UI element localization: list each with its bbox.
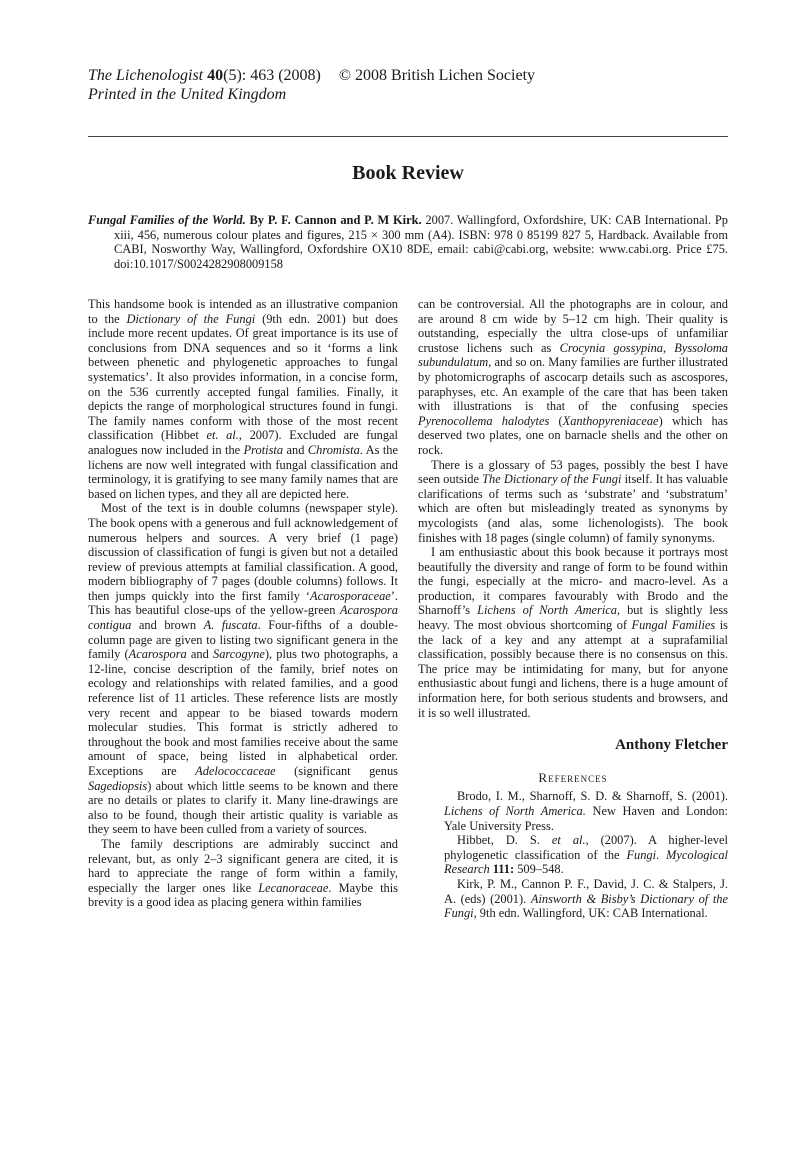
left-column [88,297,398,910]
section-title: Book Review [352,162,464,184]
paragraph: There is a glossary of 53 pages, possibly the best I have seen outside The Dictionary of the Fungi itself. It has valuable clarifications of terms such as ‘substrate’ and ‘substratum’ which are often but misleadingly treated as synonyms by mycologists (and alas, some lichenologists). The book finishes with 18 pages (single column) of family synonyms. [418,457,728,545]
book-citation [88,213,728,271]
reviewer-name: Anthony Fletcher [615,737,728,754]
reference-item: Hibbet, D. S. et al., (2007). A higher-level phylogenetic classification of the Fungi. Mycological Research 111: 509–548. [444,833,728,877]
right-column [418,297,728,921]
references-heading: References [538,769,608,785]
book-title: Fungal Families of the World. [88,213,246,227]
reference-item: Brodo, I. M., Sharnoff, S. D. & Sharnoff, S. (2001). Lichens of North America. New Haven and London: Yale University Press. [444,789,728,833]
copyright-notice: © 2008 British Lichen Society [338,67,536,84]
paragraph: I am enthusiastic about this book because it portrays most beautifully the diversity and range of form to be found within the fungi, especially at the micro- and macro-level. As a production, it compares favourably with Brodo and the Sharnoff’s Lichens of North America, but is slightly less heavy. The most obvious shortcoming of Fungal Families is the lack of a key and any attempt at a suprafamilial classification, possibly because there is no consensus on this. The price may be intimidating for many, but for anyone enthusiastic about fungi and lichens, there is a huge amount of information here, for both serious students and browsers, and it is so well illustrated. [418,545,728,720]
book-authors: By P. F. Cannon and P. M Kirk. [249,213,422,227]
paragraph: The family descriptions are admirably succinct and relevant, but, as only 2–3 significant genera are cited, it is hard to appreciate the range of form within a family, especially the larger ones like Lecanoraceae. Maybe this brevity is a good idea as placing genera within families [88,836,398,910]
journal-volume: 40(5): 463 (2008) [207,67,321,84]
header-rule [88,136,728,137]
paragraph: This handsome book is intended as an illustrative companion to the Dictionary of the Fungi (9th edn. 2001) but does include more recent updates. Of great importance is its use of conclusions from DNA sequences and so it ‘forms a link between phenetic and phylogenetic approaches to fungal systematics’. It also provides information, in a concise form, on the 536 currently accepted fungal families. Finally, it depicts the range of morphological structures found in fungi. The family names conform with those of the most recent classification (Hibbet et. al., 2007). Excluded are fungal analogues now included in the Protista and Chromista. As the lichens are now well integrated with fungal classification and terminology, it is gratifying to see many family names that are based on lichen types, and they all are depicted here. [88,297,398,501]
reference-item: Kirk, P. M., Cannon P. F., David, J. C. & Stalpers, J. A. (eds) (2001). Ainsworth & Bisby’s Dictionary of the Fungi, 9th edn. Wallingford, UK: CAB International. [444,876,728,921]
running-header [88,66,535,104]
paragraph: can be controversial. All the photographs are in colour, and are around 8 cm wide by 5–12 cm high. Their quality is outstanding, especially the ultra close-ups of unfamiliar crustose lichens such as Crocynia gossypina, Byssoloma subundulatum, and so on. Many families are further illustrated by photomicrographs of ascocarp details such as ascospores, paraphyses, etc. An example of the care that has been taken with illustrations is that of the confusing species Pyrenocollema halodytes (Xanthopyreniaceae) which has deserved two plates, one on barnacle shells and the other on rock. [418,297,728,457]
book-details: 2007. Wallingford, Oxfordshire, UK: CAB International. Pp xiii, 456, numerous colour plates and figures, 215 × 300 mm (A4). ISBN: 978 0 85199 827 5, Hardback. Available from CABI, Nosworthy Way, Wallingford, Oxfordshire OX10 8DE, email: cabi@cabi.org, website: www.cabi.org. Price £75. doi:10.1017/S0024282908009158 [114,213,728,271]
journal-name: The Lichenologist [88,67,204,84]
header-line-1 [88,66,535,85]
paragraph: Most of the text is in double columns (newspaper style). The book opens with a generous and full acknowledgement of numerous helpers and sources. A very brief (1 page) discussion of classification of fungi is given but not a detailed review of previous attempts at familial classification. A good, modern bibliography of 7 pages (double columns) follows. It then jumps quickly into the first family ‘Acarosporaceae’. This has beautiful close-ups of the yellow-green Acarospora contigua and brown A. fuscata. Four-fifths of a double-column page are given to listing two significant genera in the family (Acarospora and Sarcogyne), plus two photographs, a 12-line, concise description of the family, brief notes on ecology and relationships with related families, and a good reference list of 11 articles. These reference lists are mostly very recent and appear to be biased towards modern molecular studies. This format is strictly adhered to throughout the book and most families receive about the same amount of space, being listed in alphabetical order. Exceptions are Adelococcaceae (significant genus Sagediopsis) about which little seems to be known and there are no details or plates to clarify it. Many line-drawings are also to be found, though their artistic quality is variable as they seem to have been culled from a variety of sources. [88,501,398,837]
printed-notice: Printed in the United Kingdom [88,86,287,103]
